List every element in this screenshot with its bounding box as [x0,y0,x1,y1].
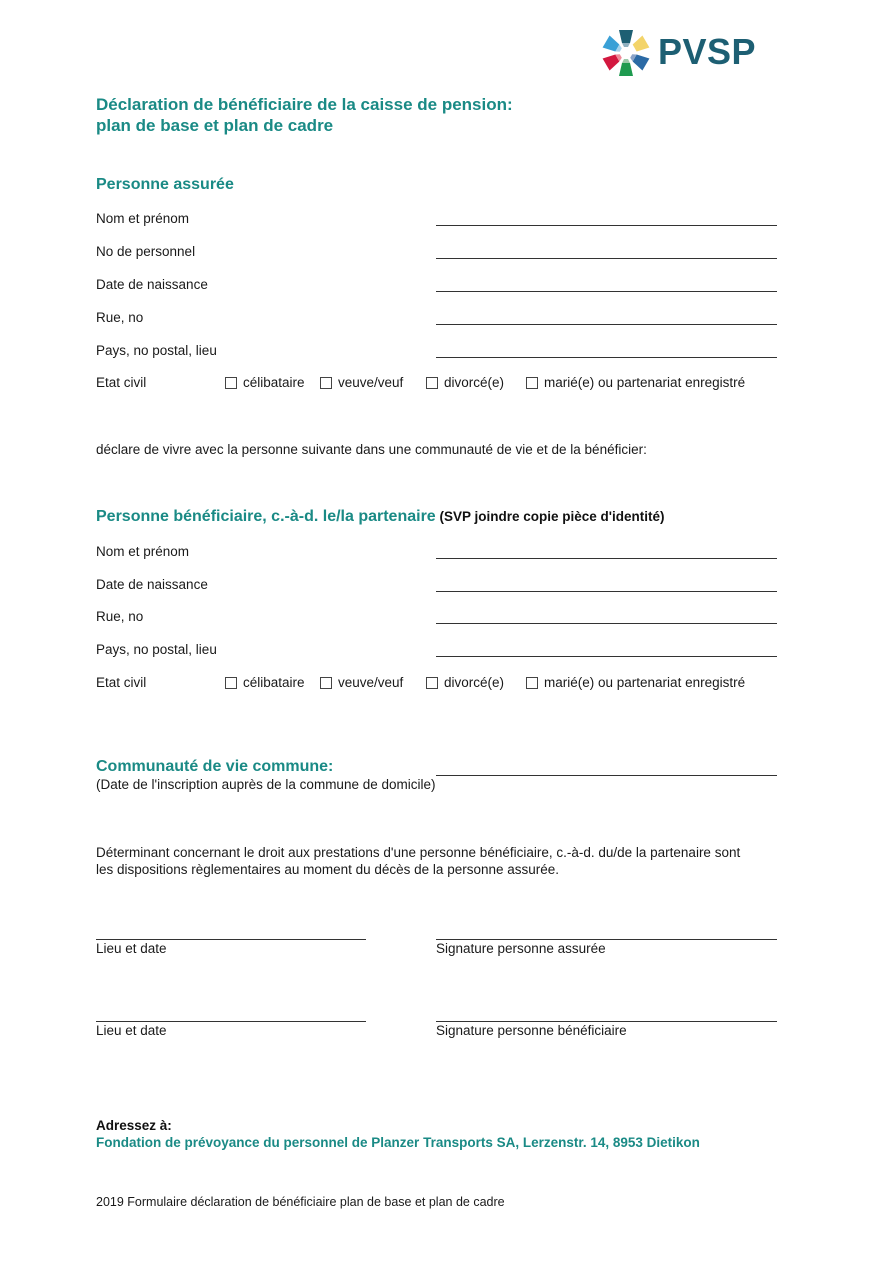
logo-pinwheel-icon [601,28,651,78]
address-label: Adressez à: [96,1118,172,1133]
place-date-field-2[interactable] [96,1021,366,1022]
insured-city-label: Pays, no postal, lieu [96,343,217,358]
insured-civil-status-label: Etat civil [96,375,147,390]
insured-civil-widowed[interactable] [320,375,403,390]
community-date-field[interactable] [436,775,777,776]
option-label: célibataire [243,375,305,390]
community-subtext: (Date de l'inscription auprès de la commune de domicile) [96,777,436,792]
place-date-label-1: Lieu et date [96,941,167,956]
beneficiary-name-field[interactable] [436,558,777,559]
logo-text: PVSP [658,31,757,72]
beneficiary-heading: Personne bénéficiaire, c.-à-d. le/la partenaire [96,508,436,525]
beneficiary-city-field[interactable] [436,656,777,657]
place-date-field-1[interactable] [96,939,366,940]
beneficiary-civil-widowed[interactable] [320,675,403,690]
determinant-line-1: Déterminant concernant le droit aux prestations d'une personne bénéficiaire, c.-à-d. du/de la partenaire sont [96,845,741,860]
insured-city-field[interactable] [436,357,777,358]
title-line-2: plan de base et plan de cadre [96,116,334,135]
pvsp-logo [601,28,771,80]
option-label: célibataire [243,675,305,690]
insured-personnel-no-field[interactable] [436,258,777,259]
checkbox-icon[interactable] [426,377,438,389]
beneficiary-city-label: Pays, no postal, lieu [96,642,217,657]
insured-street-field[interactable] [436,324,777,325]
determinant-text [96,844,796,878]
address-text: Fondation de prévoyance du personnel de Planzer Transports SA, Lerzenstr. 14, 8953 Dietikon [96,1135,700,1150]
beneficiary-heading-row [96,508,664,526]
checkbox-icon[interactable] [225,377,237,389]
insured-personnel-no-label: No de personnel [96,244,196,259]
declaration-text: déclare de vivre avec la personne suivante dans une communauté de vie et de la bénéficier: [96,442,647,457]
title-line-1: Déclaration de bénéficiaire de la caisse de pension: [96,95,513,114]
insured-birthdate-field[interactable] [436,291,777,292]
insured-civil-single[interactable] [225,375,305,390]
beneficiary-civil-divorced[interactable] [426,675,504,690]
insured-civil-married[interactable] [526,375,745,390]
signature-beneficiary-field[interactable] [436,1021,777,1022]
option-label: divorcé(e) [444,375,505,390]
checkbox-icon[interactable] [225,677,237,689]
insured-heading: Personne assurée [96,176,234,193]
option-label: marié(e) ou partenariat enregistré [544,375,746,390]
option-label: veuve/veuf [338,375,404,390]
insured-street-label: Rue, no [96,310,144,325]
community-heading: Communauté de vie commune: [96,758,334,775]
beneficiary-civil-single[interactable] [225,675,305,690]
page-title [96,94,513,136]
beneficiary-street-label: Rue, no [96,609,144,624]
signature-insured-label: Signature personne assurée [436,941,606,956]
footer-text: 2019 Formulaire déclaration de bénéficiaire plan de base et plan de cadre [96,1195,505,1209]
checkbox-icon[interactable] [320,677,332,689]
signature-beneficiary-label: Signature personne bénéficiaire [436,1023,627,1038]
insured-birthdate-label: Date de naissance [96,277,208,292]
checkbox-icon[interactable] [526,677,538,689]
beneficiary-street-field[interactable] [436,623,777,624]
beneficiary-birthdate-label: Date de naissance [96,577,208,592]
determinant-line-2: les dispositions règlementaires au moment du décès de la personne assurée. [96,862,560,877]
beneficiary-civil-status-label: Etat civil [96,675,147,690]
insured-name-field[interactable] [436,225,777,226]
insured-civil-divorced[interactable] [426,375,504,390]
beneficiary-civil-married[interactable] [526,675,745,690]
checkbox-icon[interactable] [320,377,332,389]
option-label: veuve/veuf [338,675,404,690]
signature-insured-field[interactable] [436,939,777,940]
place-date-label-2: Lieu et date [96,1023,167,1038]
beneficiary-heading-note: (SVP joindre copie pièce d'identité) [439,509,665,524]
checkbox-icon[interactable] [526,377,538,389]
option-label: marié(e) ou partenariat enregistré [544,675,746,690]
checkbox-icon[interactable] [426,677,438,689]
option-label: divorcé(e) [444,675,505,690]
insured-name-label: Nom et prénom [96,211,190,226]
beneficiary-birthdate-field[interactable] [436,591,777,592]
beneficiary-name-label: Nom et prénom [96,544,190,559]
